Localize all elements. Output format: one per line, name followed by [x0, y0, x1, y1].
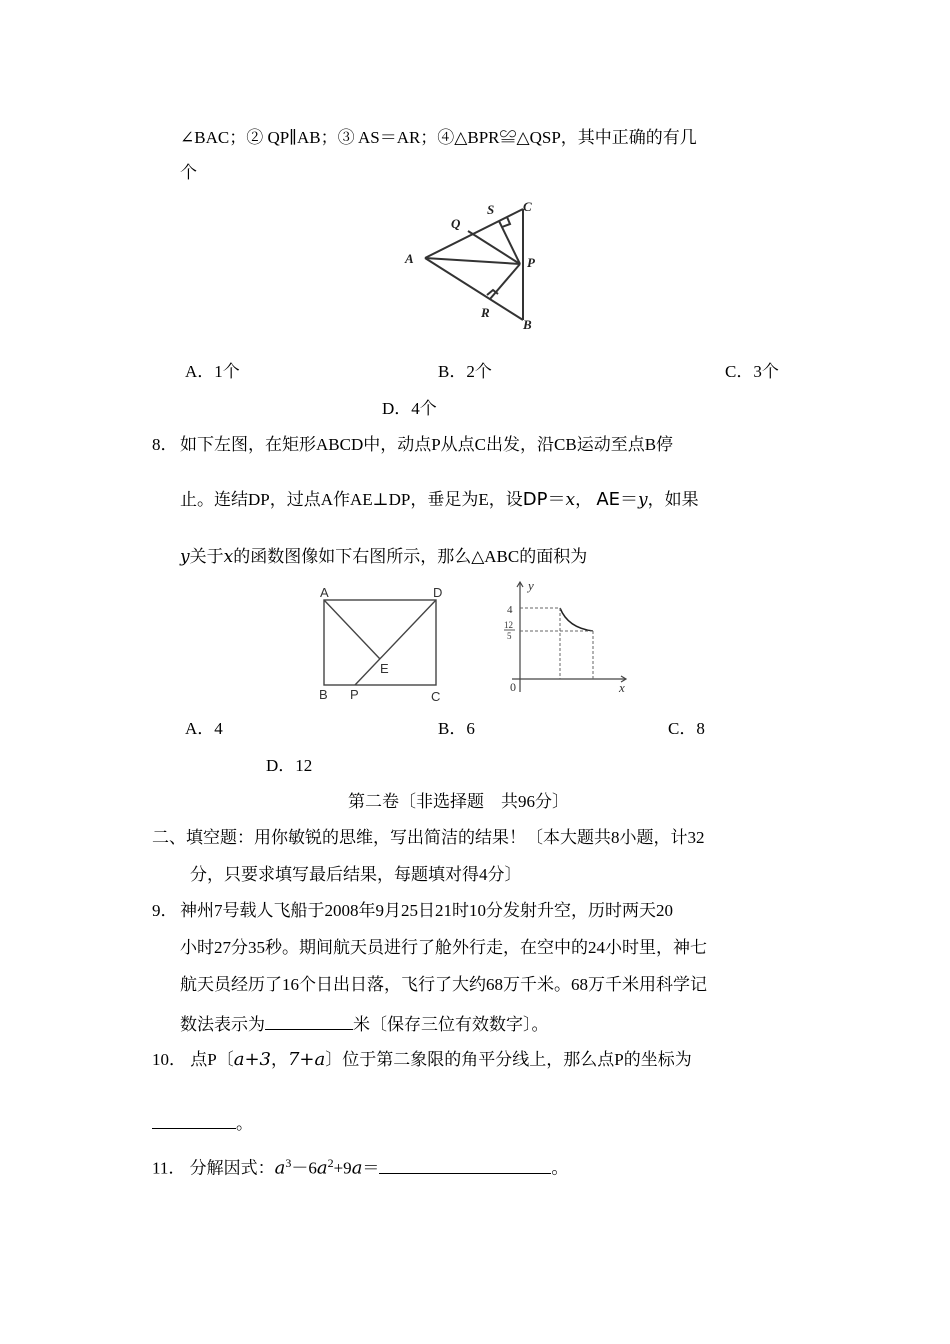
q10-text-b: 〕位于第二象限的角平分线上，那么点P的坐标为	[325, 1050, 692, 1069]
curve	[560, 608, 593, 631]
q7-option-a[interactable]: A．1个	[185, 362, 240, 381]
rect-label-A: A	[320, 585, 329, 600]
q7-option-d[interactable]: D．4个	[382, 399, 437, 418]
q11-number: 11．	[152, 1158, 186, 1178]
q8-rectangle-figure	[312, 582, 452, 707]
q8-line2: 止。连结DP，过点A作AE⊥DP，垂足为E，设DP＝x， AE＝y，如果	[180, 489, 699, 510]
q8-ae-expr: AE＝	[596, 489, 639, 510]
graph-tick-12: 12	[504, 620, 513, 630]
section2-line2: 分，只要求填写最后结果，每题填对得4分〕	[190, 865, 522, 884]
q10-text-a: 点P〔	[190, 1050, 234, 1069]
q8-option-b[interactable]: B．6	[438, 719, 475, 738]
graph-label-x: x	[619, 680, 625, 695]
q8-line3-text-b: 的函数图像如下右图所示，那么△ABC的面积为	[233, 547, 588, 566]
rect-label-E: E	[380, 661, 389, 676]
q9-line4-text-a: 数法表示为	[180, 1015, 265, 1034]
q8-dp-var: x	[565, 490, 576, 510]
q8-line2-text-a: 止。连结DP，过点A作AE⊥DP，垂足为E，设	[180, 490, 523, 509]
q11-plus9: +9	[333, 1158, 352, 1178]
q8-option-a[interactable]: A．4	[185, 719, 223, 738]
label-Q: Q	[451, 216, 461, 231]
line-AP	[425, 258, 520, 264]
q11-equals: ＝	[362, 1158, 380, 1178]
q8-var-x: x	[223, 547, 234, 567]
q9-line3: 航天员经历了16个日出日落，飞行了大约68万千米。68万千米用科学记	[180, 975, 707, 994]
label-B: B	[523, 317, 532, 332]
graph-label-y: y	[528, 578, 534, 593]
q8-line3	[180, 546, 587, 568]
q11-text: 分解因式：	[189, 1158, 275, 1178]
q10-line1	[152, 1049, 692, 1071]
line-AB	[425, 258, 523, 320]
q10-comma: ，	[270, 1050, 288, 1069]
label-C: C	[523, 199, 532, 214]
rect-label-B: B	[319, 687, 328, 702]
q11-exp3: 3	[285, 1156, 292, 1170]
q8-dp-expr: DP＝	[522, 489, 566, 510]
line-AC	[425, 209, 523, 258]
line-RP	[490, 264, 520, 299]
q7-option-b[interactable]: B．2个	[438, 362, 492, 381]
q8-option-c[interactable]: C．8	[668, 719, 705, 738]
q9-line1: 神州7号载人飞船于2008年9月25日21时10分发射升空，历时两天20	[180, 901, 673, 920]
q11-answer-blank[interactable]	[379, 1155, 551, 1174]
section2-line1: 二、填空题：用你敏锐的思维，写出简洁的结果！〔本大题共8小题，计32	[152, 828, 705, 847]
line-AE	[324, 600, 380, 659]
graph-tick-4: 4	[507, 604, 513, 616]
q10-expr2: 7+a	[287, 1049, 326, 1070]
q7-cont-line2: 个	[180, 163, 197, 182]
q7-cont-line1: ∠BAC；② QP∥AB；③ AS＝AR；④△BPR≌△QSP，其中正确的有几	[180, 128, 697, 147]
q7-option-c[interactable]: C．3个	[725, 362, 779, 381]
label-S: S	[487, 202, 495, 217]
q10-number: 10．	[152, 1050, 186, 1069]
line-DP	[355, 600, 436, 685]
q11-minus6: －6	[291, 1158, 317, 1178]
graph-tick-5: 5	[507, 631, 512, 641]
q8-line3-text-a: 关于	[189, 547, 224, 566]
label-P: P	[527, 255, 535, 270]
q10-line2	[152, 1110, 253, 1135]
q10-end: 。	[236, 1114, 253, 1133]
q9-line4	[180, 1011, 549, 1036]
q8-function-graph	[498, 574, 633, 699]
q8-option-d[interactable]: D．12	[266, 756, 313, 775]
q11-a3: a	[351, 1157, 363, 1179]
rect-label-C: C	[431, 689, 441, 704]
q11-a1: a	[274, 1157, 286, 1179]
q9-answer-blank[interactable]	[265, 1011, 353, 1030]
graph-label-origin: 0	[510, 680, 516, 694]
q9-line2: 小时27分35秒。期间航天员进行了舱外行走，在空中的24小时里，神七	[180, 938, 707, 957]
q11-exp2: 2	[327, 1156, 334, 1170]
rect-label-D: D	[433, 585, 443, 600]
q8-number: 8．	[152, 435, 178, 454]
q11-line	[152, 1152, 568, 1180]
q11-a2: a	[316, 1157, 328, 1179]
part2-title: 第二卷〔非选择题 共96分〕	[348, 792, 569, 811]
label-R: R	[481, 305, 490, 320]
rect-label-P: P	[350, 687, 359, 702]
q9-number: 9．	[152, 901, 178, 920]
q10-expr1: a+3	[233, 1049, 271, 1070]
q8-ae-var: y	[638, 490, 648, 510]
q8-var-y: y	[180, 547, 190, 567]
q8-line2-text-b: ，如果	[647, 490, 699, 509]
q8-line1: 如下左图，在矩形ABCD中，动点P从点C出发，沿CB运动至点B停	[180, 435, 674, 454]
q11-end: 。	[551, 1158, 569, 1178]
q7-geometry-figure	[395, 195, 545, 335]
q9-line4-text-b: 米〔保存三位有效数字〕。	[353, 1015, 549, 1034]
label-A: A	[405, 251, 414, 266]
q10-answer-blank[interactable]	[152, 1110, 236, 1129]
